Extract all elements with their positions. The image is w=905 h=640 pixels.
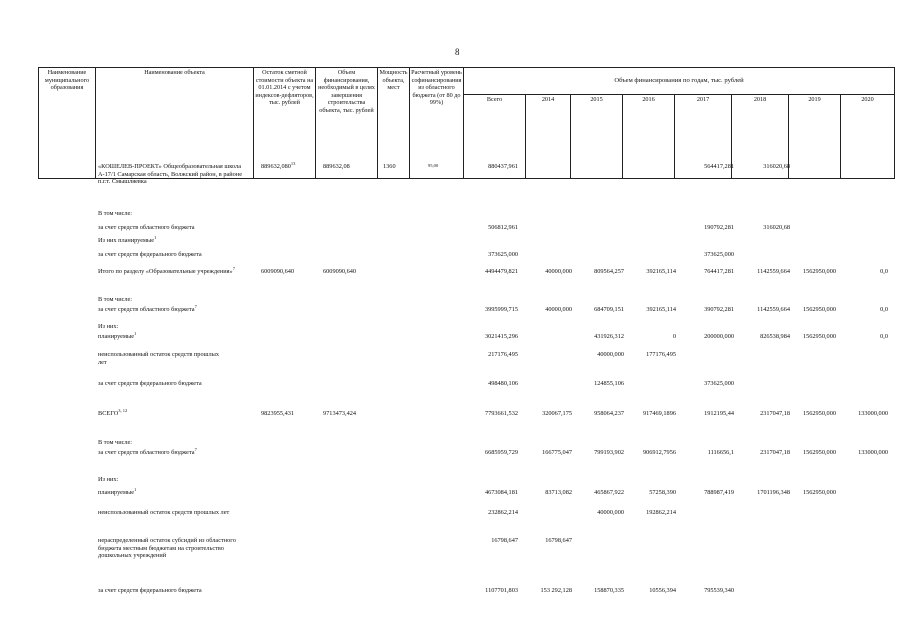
row-label: Из них:	[98, 476, 119, 483]
funding-value-1: 40000,000	[545, 306, 572, 313]
row-label: ВСЕГО$^{3, 12}$	[98, 407, 128, 417]
funding-value-2: 799193,902	[594, 449, 624, 456]
header-object-name: Наименование объекта	[96, 68, 254, 179]
funding-value-3: 392165,114	[646, 268, 676, 275]
row-label: Из них:	[98, 323, 119, 330]
funding-value-3: 906912,7956	[642, 449, 676, 456]
header-year-2014: 2014	[526, 95, 571, 179]
funding-value-4: 373625,000	[704, 251, 734, 258]
funding-value-7: 0,0	[880, 306, 888, 313]
funding-value-7: 0,0	[880, 333, 888, 340]
header-remaining-cost: Остаток сметной стоимости объекта на 01.01.2014 с учетом индексов-дефляторов, тыс. рублей	[254, 68, 316, 179]
funding-value-7: 0,0	[880, 268, 888, 275]
funding-value-0: 3995999,715	[484, 306, 518, 313]
funding-value-3: 57258,390	[649, 489, 676, 496]
funding-value-4: 764417,281	[704, 268, 734, 275]
header-year-2016: 2016	[623, 95, 675, 179]
row-label: за счет средств федерального бюджета	[98, 251, 202, 258]
row-label: планируемые$^1$	[98, 330, 137, 340]
funding-value-0: 498480,106	[488, 380, 518, 387]
funding-value-0: 7793661,532	[484, 410, 518, 417]
funding-value-3: 392165,114	[646, 306, 676, 313]
header-year-2018: 2018	[732, 95, 789, 179]
funding-value-4: 190792,281	[704, 224, 734, 231]
row-label: Итого по разделу «Образовательные учреждения»$^7$	[98, 265, 235, 275]
funding-value-2: 809564,257	[594, 268, 624, 275]
header-funding-needed: Объем финансирования, необходимый в целях завершения строительства объекта, тыс. рублей	[316, 68, 378, 179]
funding-value-3: 177176,495	[646, 351, 676, 358]
funding-value-7: 133000,000	[858, 449, 888, 456]
funding-value-0: 16798,647	[491, 537, 518, 544]
row-label: неиспользованный остаток средств прошлых лет	[98, 509, 230, 516]
funding-value-1: 83713,082	[545, 489, 572, 496]
funding-value-4: 1116656,1	[707, 449, 734, 456]
funding-value-1: 166775,047	[542, 449, 572, 456]
funding-value-4: 795539,340	[704, 587, 734, 594]
funding-value-3: 192862,214	[646, 509, 676, 516]
funding-value-0: 373625,000	[488, 251, 518, 258]
funding-value-2: 40000,000	[597, 351, 624, 358]
funding-value-5: 826538,984	[760, 333, 790, 340]
funding-value-5: 2317047,18	[760, 449, 790, 456]
footnote-ref: 7	[194, 303, 197, 309]
funding-value-4: 200000,000	[704, 333, 734, 340]
funding-value-4: 373625,000	[704, 380, 734, 387]
funding-needed-value: 6009090,640	[323, 268, 357, 275]
funding-value-0: 880437,961	[488, 163, 518, 170]
funding-value-0: 4673084,181	[484, 489, 518, 496]
row-label: неиспользованный остаток средств прошлых лет	[98, 351, 219, 366]
header-year-2020: 2020	[841, 95, 895, 179]
header-funding-by-year: Объем финансирования по годам, тыс. рублей	[464, 68, 895, 95]
funding-value-2: 465867,922	[594, 489, 624, 496]
remaining-cost-value: 9823955,431	[261, 410, 295, 417]
funding-value-4: 788987,419	[704, 489, 734, 496]
row-label: за счет средств областного бюджета$^7$	[98, 446, 197, 456]
funding-value-3: 0	[672, 333, 676, 340]
funding-value-7: 133000,000	[858, 410, 888, 417]
cofinancing-value: 95,00	[428, 163, 439, 168]
footnote-ref: 1	[154, 234, 157, 240]
page-number: 8	[455, 47, 460, 57]
funding-value-4: 564417,281	[704, 163, 734, 170]
footnote-ref: 13	[290, 160, 296, 166]
funding-value-1: 40000,000	[545, 268, 572, 275]
funding-value-1: 16798,647	[545, 537, 572, 544]
row-label: за счет средств федерального бюджета	[98, 587, 202, 594]
row-label: В том числе:	[98, 210, 133, 217]
funding-value-2: 40000,000	[597, 509, 624, 516]
footnote-ref: 7	[232, 265, 235, 271]
funding-value-0: 3021415,296	[484, 333, 518, 340]
funding-value-3: 917469,1896	[642, 410, 676, 417]
funding-needed-value: 889632,08	[323, 163, 350, 170]
funding-value-5: 1142559,664	[757, 306, 790, 313]
remaining-cost-value: 889632,080$^{13}$	[261, 160, 296, 170]
footnote-ref: 3, 12	[118, 407, 128, 413]
row-label: «КОШЕЛЕВ-ПРОЕКТ» Общеобразовательная школа А-17/1 Самарская область, Волжский район, в районе п.г.т. Смышляевка	[98, 163, 242, 186]
header-municipality: Наименование муниципального образования	[39, 68, 96, 179]
funding-value-0: 6685959,729	[484, 449, 518, 456]
funding-value-5: 1142559,664	[757, 268, 790, 275]
row-label: за счет средств областного бюджета$^7$	[98, 303, 197, 313]
footnote-ref: 7	[194, 446, 197, 452]
funding-value-6: 1562950,000	[802, 449, 836, 456]
funding-value-4: 1912195,44	[704, 410, 734, 417]
funding-value-0: 4494479,821	[484, 268, 518, 275]
funding-value-6: 1562950,000	[802, 306, 836, 313]
funding-value-6: 1562950,000	[802, 410, 836, 417]
funding-value-6: 1562950,000	[802, 489, 836, 496]
row-label: за счет средств областного бюджета	[98, 224, 195, 231]
header-year-2015: 2015	[571, 95, 623, 179]
row-label: нераспределенный остаток субсидий из областного бюджета местным бюджетам на строительство дошкольных учреждений	[98, 537, 236, 560]
funding-value-0: 217176,495	[488, 351, 518, 358]
header-year-2017: 2017	[675, 95, 732, 179]
capacity-value: 1360	[383, 163, 396, 170]
row-label: за счет средств федерального бюджета	[98, 380, 202, 387]
footnote-ref: 1	[133, 486, 137, 492]
row-label: Из них планируемые$^1$	[98, 234, 157, 244]
funding-value-2: 431926,312	[594, 333, 624, 340]
funding-value-3: 10556,394	[649, 587, 676, 594]
row-label: планируемые$^1$	[98, 486, 137, 496]
funding-value-2: 124855,106	[594, 380, 624, 387]
row-label: В том числе:	[98, 439, 133, 446]
funding-value-5: 2317047,18	[760, 410, 790, 417]
funding-value-6: 1562950,000	[802, 268, 836, 275]
funding-value-0: 1107701,803	[485, 587, 518, 594]
funding-value-1: 320067,175	[542, 410, 572, 417]
funding-value-2: 958064,237	[594, 410, 624, 417]
funding-value-5: 316020,68	[763, 224, 790, 231]
funding-value-2: 684709,151	[594, 306, 624, 313]
funding-value-1: 153 292,128	[540, 587, 572, 594]
header-year-total: Всего	[464, 95, 526, 179]
funding-value-0: 232862,214	[488, 509, 518, 516]
header-capacity: Мощность объекта, мест	[378, 68, 410, 179]
footnote-ref: 1	[133, 330, 137, 336]
funding-value-4: 390792,281	[704, 306, 734, 313]
header-cofinancing: Расчетный уровень софинансирования из областного бюджета (от 80 до 99%)	[410, 68, 464, 179]
funding-value-5: 316020,68	[763, 163, 790, 170]
funding-value-2: 158870,335	[594, 587, 624, 594]
funding-value-6: 1562950,000	[802, 333, 836, 340]
header-year-2019: 2019	[789, 95, 841, 179]
remaining-cost-value: 6009090,640	[261, 268, 295, 275]
funding-value-5: 1701196,348	[757, 489, 790, 496]
funding-value-0: 506812,961	[488, 224, 518, 231]
funding-needed-value: 9713473,424	[323, 410, 357, 417]
row-label: В том числе:	[98, 296, 133, 303]
